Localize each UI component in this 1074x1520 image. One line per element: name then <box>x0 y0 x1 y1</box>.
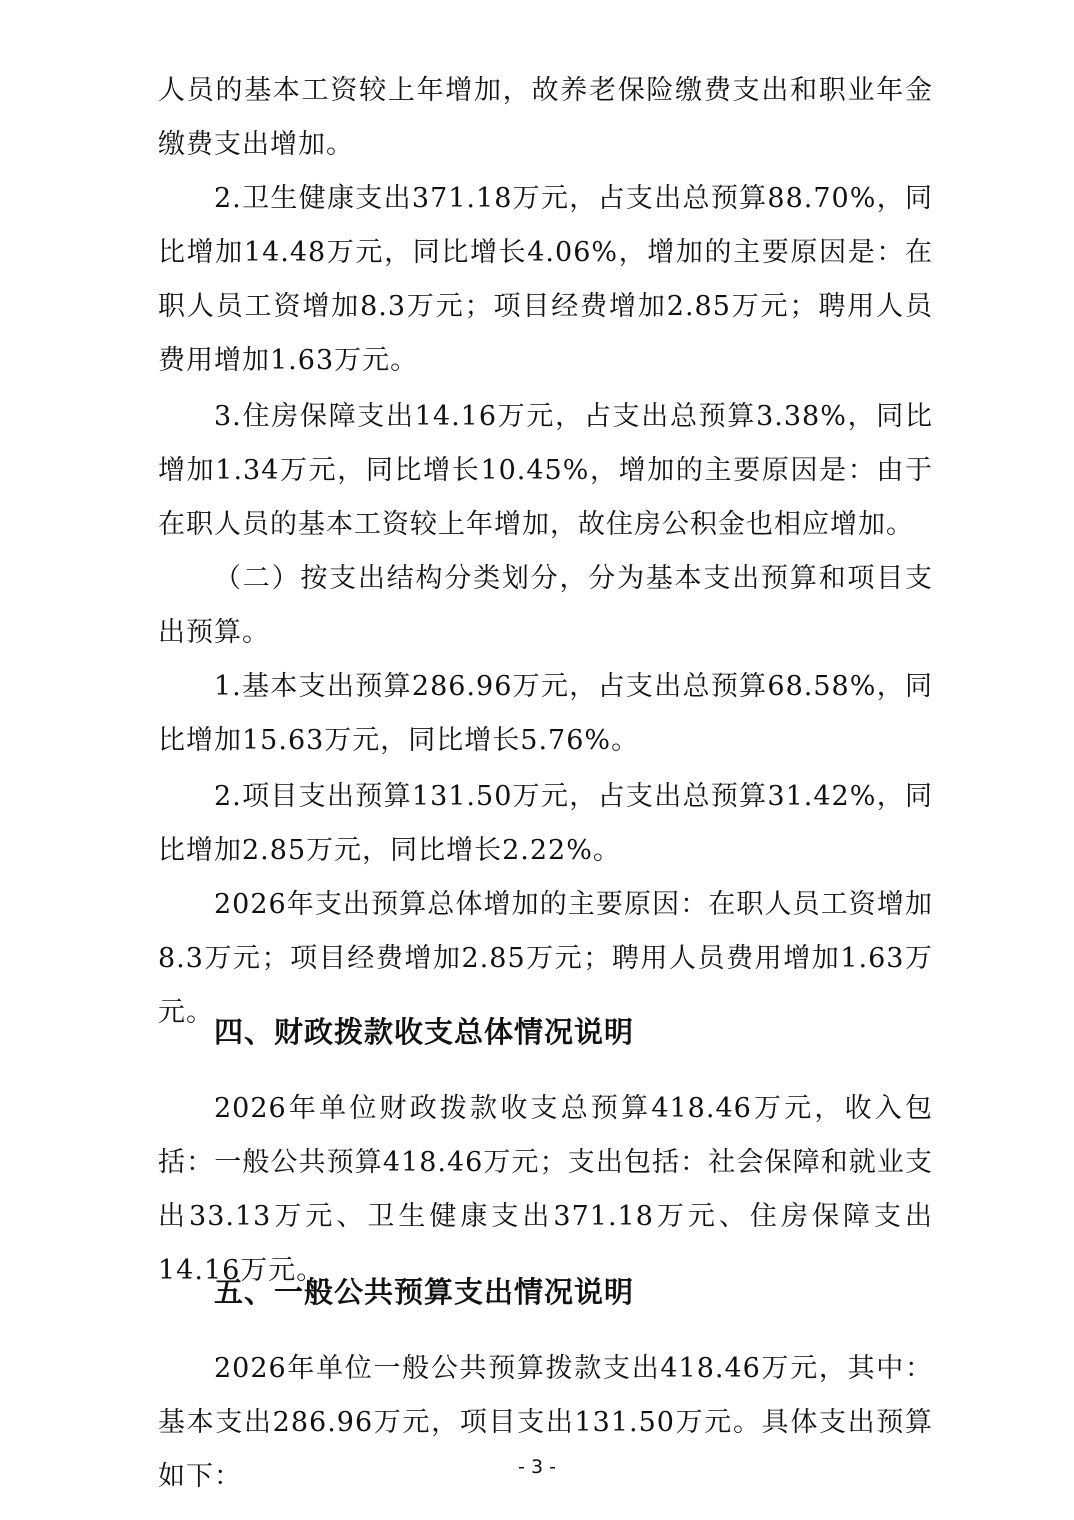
section-heading-fiscal-overview: 四、财政拨款收支总体情况说明 <box>214 1015 635 1049</box>
paragraph-structure-classification: （二）按支出结构分类划分，分为基本支出预算和项目支出预算。 <box>158 563 933 648</box>
page-number: - 3 - <box>518 1456 556 1478</box>
paragraph-basic-expenditure: 1.基本支出预算286.96万元，占支出总预算68.58%，同比增加15.63万元，同比增长5.76%。 <box>158 671 933 756</box>
paragraph-increase-reasons: 2026年支出预算总体增加的主要原因：在职人员工资增加8.3万元；项目经费增加2.85万元；聘用人员费用增加1.63万元。 <box>158 889 933 1028</box>
paragraph-general-budget: 2026年单位一般公共预算拨款支出418.46万元，其中：基本支出286.96万元，项目支出131.50万元。具体支出预算如下： <box>158 1353 933 1492</box>
section-heading-general-budget: 五、一般公共预算支出情况说明 <box>214 1275 635 1309</box>
paragraph-housing-expenditure: 3.住房保障支出14.16万元，占支出总预算3.38%，同比增加1.34万元，同比增长10.45%，增加的主要原因是：由于在职人员的基本工资较上年增加，故住房公积金也相应增加。 <box>158 401 933 540</box>
paragraph-fiscal-overview: 2026年单位财政拨款收支总预算418.46万元，收入包括：一般公共预算418.46万元；支出包括：社会保障和就业支出33.13万元、卫生健康支出371.18万元、住房保障支出14.16万元。 <box>158 1093 933 1286</box>
paragraph-pension-continuation: 人员的基本工资较上年增加，故养老保险缴费支出和职业年金缴费支出增加。 <box>158 75 933 160</box>
paragraph-project-expenditure: 2.项目支出预算131.50万元，占支出总预算31.42%，同比增加2.85万元，同比增长2.22%。 <box>158 781 933 866</box>
paragraph-health-expenditure: 2.卫生健康支出371.18万元，占支出总预算88.70%，同比增加14.48万元，同比增长4.06%，增加的主要原因是：在职人员工资增加8.3万元；项目经费增加2.85万元；聘用人员费用增加1.63万元。 <box>158 183 933 376</box>
